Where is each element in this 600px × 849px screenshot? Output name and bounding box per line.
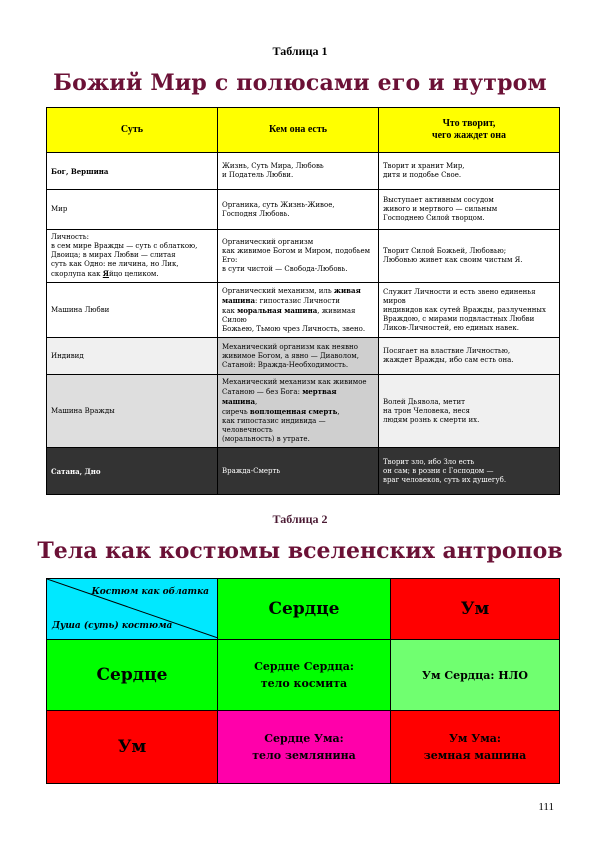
text-run: , как гипостазис индивида — человечность (моральность) в утрате. [222,408,340,443]
table-row [47,153,560,190]
col-mind-header: Ум [391,579,560,640]
text-run: , сиречь [222,398,258,416]
underlined-letter: Я [102,269,109,278]
table1-cell [218,283,379,338]
table2 [46,578,560,784]
table1-cell: Бог, Вершина [47,153,218,190]
bold-term: мертвая машина [222,387,337,406]
table1-header-who: Кем она есть [218,108,379,153]
table-row [47,338,560,375]
personality-text: Личность: в сем мире Вражды — суть с облаткою, Двоица; в мирах Любви — слитая суть как Одно: не личина, но Лик, скорлупа как [51,233,198,278]
table1-cell: Органический организм как живимое Богом и Миром, подобьем Его: в сути чистой — Свобода-Любовь. [218,230,379,283]
text-run: : гипостазис Личности как [222,297,340,315]
text-run: Механический механизм как живимое Сатаною — без Бога: [222,378,367,396]
page-number: 111 [538,801,554,813]
table2-title: Тела как костюмы вселенских антропов [37,538,563,564]
corner-bottom-label: Душа (суть) костюма [52,621,173,631]
table1-header-essence: Суть [47,108,218,153]
table-row [47,448,560,495]
table1 [46,107,560,495]
row-heart-header: Сердце [47,640,218,711]
table1-cell [47,230,218,283]
table1-cell: Вражда-Смерть [218,448,379,495]
table1-cell: Машина Любви [47,283,218,338]
bold-term: живая машина [222,286,361,305]
mind-heart-cell: Сердце Ума: тело землянина [218,711,391,784]
table1-cell: Сатана, Дно [47,448,218,495]
col-heart-header: Сердце [218,579,391,640]
table1-header-what: Что творит, чего жаждет она [379,108,560,153]
mind-mind-cell: Ум Ума: земная машина [391,711,560,784]
table1-cell: Творит зло, ибо Зло есть он сам; в розни с Господом — враг человеков, суть их душегуб. [379,448,560,495]
heart-heart-cell: Сердце Сердца: тело космита [218,640,391,711]
table1-cell: Жизнь, Суть Мира, Любовь и Податель Любви. [218,153,379,190]
table1-cell: Посягает на властвие Личностью, жаждет Вражды, ибо сам есть она. [379,338,560,375]
table1-cell: Индивид [47,338,218,375]
table1-cell: Служит Личности и есть звено единенья миров индивидов как сутей Вражды, разлученных Враждою, с мирами подвластных Любви Ликов-Личностей, ею единых навек. [379,283,560,338]
table1-cell: Выступает активным сосудом живого и мертвого — сильным Господнею Силой творцом. [379,190,560,230]
table1-cell: Мир [47,190,218,230]
table-row [47,230,560,283]
text-run: Органический механизм, иль [222,287,334,295]
table-row [47,711,560,784]
table2-corner-cell [47,579,218,640]
table-row [47,190,560,230]
table-row [47,579,560,640]
table2-caption: Таблица 2 [272,512,328,526]
table1-cell [218,375,379,448]
table1-header-row [47,108,560,153]
table1-title: Божий Мир с полюсами его и нутром [53,70,547,96]
table-row [47,375,560,448]
bold-term: моральная машина [237,306,318,315]
personality-tail: йцо целиком. [108,270,159,278]
table1-cell: Органика, суть Жизнь-Живое, Господня Любовь. [218,190,379,230]
heart-mind-cell: Ум Сердца: НЛО [391,640,560,711]
bold-term: воплощенная смерть [249,407,338,416]
text-run: , живимая Силою Божьею, Тьмою чрез Личность, звено. [222,307,366,333]
table1-cell: Творит Силой Божьей, Любовью; Любовью живет как своим чистым Я. [379,230,560,283]
table-row [47,283,560,338]
corner-top-label: Костюм как облатка [91,587,209,597]
table1-cell: Творит и хранит Мир, дитя и подобье Свое. [379,153,560,190]
table1-cell: Волей Дьявола, метит на трон Человека, неся людям рознь к смерти их. [379,375,560,448]
table1-cell: Машина Вражды [47,375,218,448]
table1-cell: Механический организм как неявно живимое Богом, а явно — Диаволом, Сатаной: Вражда-Необходимость. [218,338,379,375]
row-mind-header: Ум [47,711,218,784]
table-row [47,640,560,711]
table1-caption: Таблица 1 [272,44,328,58]
